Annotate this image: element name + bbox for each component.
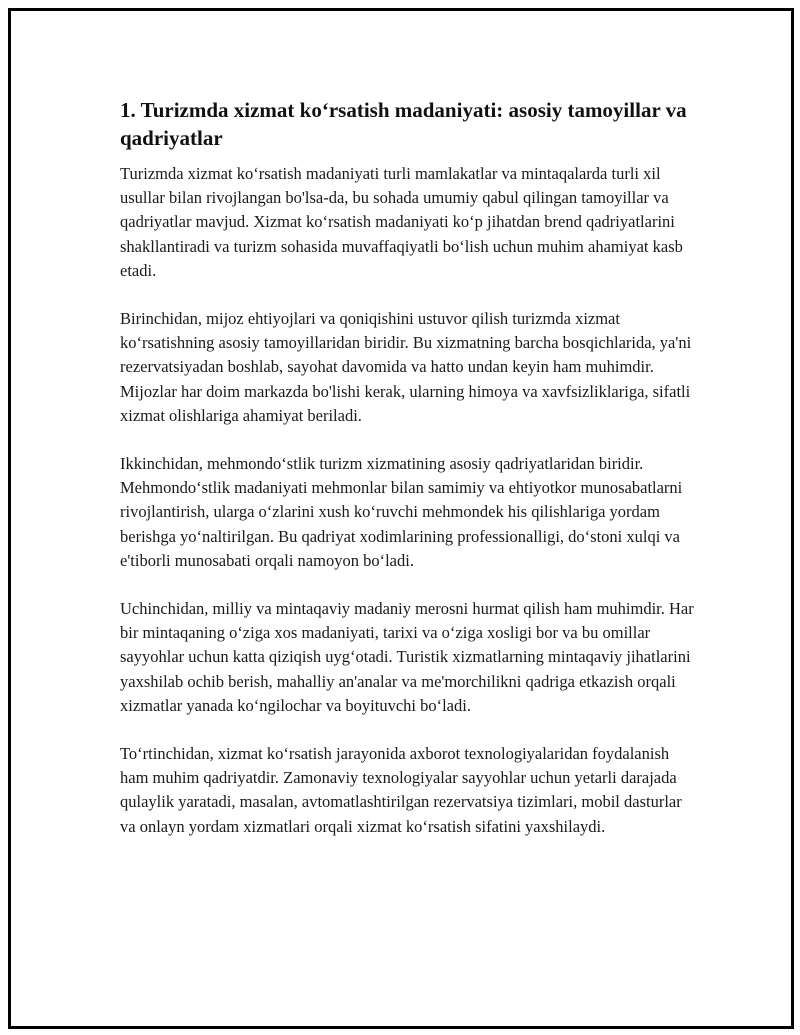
section-heading: 1. Turizmda xizmat ko‘rsatish madaniyati: asosiy tamoyillar va qadriyatlar — [120, 98, 687, 150]
paragraph-second: Ikkinchidan, mehmondo‘stlik turizm xizmatining asosiy qadriyatlaridan biridir. Mehmondo‘stlik madaniyati mehmonlar bilan samimiy va ehtiyotkor munosabatlarni rivojlantirish, ularga o‘zlarini xush ko‘ruvchi mehmondek his qilishlariga yordam berishga yo‘naltirilgan. Bu qadriyat xodimlarining professionalligi, do‘stoni xulqi va e'tiborli munosabati orqali namoyon bo‘ladi. — [120, 454, 683, 570]
page-frame — [8, 8, 794, 1029]
paragraph-fourth: To‘rtinchidan, xizmat ko‘rsatish jarayonida axborot texnologiyalaridan foydalanish ham muhim qadriyatdir. Zamonaviy texnologiyalar sayyohlar uchun yetarli darajada qulaylik yaratadi, masalan, avtomatlashtirilgan rezervatsiya tizimlari, mobil dasturlar va onlayn yordam xizmatlari orqali xizmat ko‘rsatish sifatini yaxshilaydi. — [120, 744, 682, 836]
document-body — [120, 96, 695, 863]
paragraph-intro: Turizmda xizmat ko‘rsatish madaniyati turli mamlakatlar va mintaqalarda turli xil usullar bilan rivojlangan bo'lsa-da, bu sohada umumiy qabul qilingan tamoyillar va qadriyatlar mavjud. Xizmat ko‘rsatish madaniyati ko‘p jihatdan brend qadriyatlarini shakllantiradi va turizm sohasida muvaffaqiyatli bo‘lish uchun muhim ahamiyat kasb etadi. — [120, 164, 683, 280]
paragraph-third: Uchinchidan, milliy va mintaqaviy madaniy merosni hurmat qilish ham muhimdir. Har bir mintaqaning o‘ziga xos madaniyati, tarixi va o‘ziga xosligi bor va bu omillar sayyohlar uchun katta qiziqish uyg‘otadi. Turistik xizmatlarning mintaqaviy jihatlarini yaxshilab ochib berish, mahalliy an'analar va me'morchilikni qadriga etkazish orqali xizmatlar yanada ko‘ngilochar va boyituvchi bo‘ladi. — [120, 599, 694, 715]
paragraph-first: Birinchidan, mijoz ehtiyojlari va qoniqishini ustuvor qilish turizmda xizmat ko‘rsatishning asosiy tamoyillaridan biridir. Bu xizmatning barcha bosqichlarida, ya'ni rezervatsiyadan boshlab, sayohat davomida va hatto undan keyin ham muhimdir. Mijozlar har doim markazda bo'lishi kerak, ularning himoya va xavfsizliklariga, sifatli xizmat olishlariga ahamiyat beriladi. — [120, 309, 692, 425]
